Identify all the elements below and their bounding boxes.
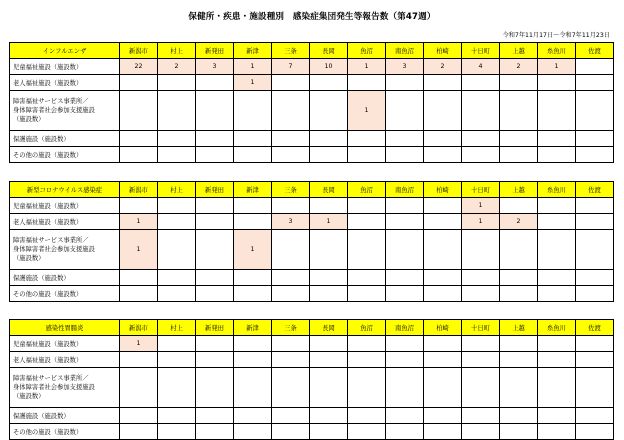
count-cell: [158, 424, 196, 440]
count-cell: [348, 230, 386, 270]
count-cell: [310, 424, 348, 440]
count-cell: [120, 75, 158, 91]
count-cell: [310, 147, 348, 163]
count-cell: 1: [120, 214, 158, 230]
count-cell: 3: [386, 59, 424, 75]
count-cell: [196, 286, 234, 302]
region-header: 村上: [158, 182, 196, 198]
region-header: 新発田: [196, 182, 234, 198]
count-cell: [234, 408, 272, 424]
count-cell: [196, 91, 234, 131]
count-cell: [158, 147, 196, 163]
count-cell: [576, 91, 614, 131]
count-cell: [576, 214, 614, 230]
count-cell: [234, 424, 272, 440]
count-cell: 2: [424, 59, 462, 75]
count-cell: [424, 147, 462, 163]
count-cell: [272, 198, 310, 214]
count-cell: 1: [234, 230, 272, 270]
count-cell: [576, 270, 614, 286]
count-cell: [424, 91, 462, 131]
count-cell: [500, 75, 538, 91]
count-cell: [424, 424, 462, 440]
region-header: 魚沼: [348, 182, 386, 198]
count-cell: [538, 91, 576, 131]
count-cell: [196, 270, 234, 286]
region-header: 柏崎: [424, 182, 462, 198]
region-header: 新津: [234, 43, 272, 59]
count-cell: [500, 147, 538, 163]
region-header: 村上: [158, 320, 196, 336]
count-cell: 1: [462, 198, 500, 214]
facility-label: 児童福祉施設（施設数）: [10, 59, 120, 75]
count-cell: 4: [462, 59, 500, 75]
facility-row: [10, 424, 614, 440]
count-cell: [538, 147, 576, 163]
count-cell: [196, 147, 234, 163]
region-header: 魚沼: [348, 320, 386, 336]
facility-row: [10, 286, 614, 302]
count-cell: [500, 352, 538, 368]
count-cell: [158, 131, 196, 147]
count-cell: [272, 270, 310, 286]
region-header: 村上: [158, 43, 196, 59]
count-cell: 3: [196, 59, 234, 75]
count-cell: [234, 147, 272, 163]
count-cell: [348, 131, 386, 147]
count-cell: [158, 408, 196, 424]
count-cell: 2: [158, 59, 196, 75]
count-cell: [310, 336, 348, 352]
count-cell: [234, 286, 272, 302]
region-header: 糸魚川: [538, 182, 576, 198]
facility-row: [10, 352, 614, 368]
facility-row: [10, 198, 614, 214]
count-cell: [196, 368, 234, 408]
count-cell: 1: [348, 91, 386, 131]
count-cell: [538, 198, 576, 214]
count-cell: [576, 147, 614, 163]
facility-row: [10, 75, 614, 91]
header-row: [10, 182, 614, 198]
count-cell: [500, 230, 538, 270]
count-cell: [158, 214, 196, 230]
count-cell: [500, 336, 538, 352]
region-header: 十日町: [462, 182, 500, 198]
count-cell: [348, 75, 386, 91]
count-cell: [424, 75, 462, 91]
facility-row: [10, 91, 614, 131]
count-cell: [272, 336, 310, 352]
count-cell: [196, 230, 234, 270]
count-cell: [386, 336, 424, 352]
count-cell: [234, 214, 272, 230]
disease-name: 新型コロナウイルス感染症: [10, 182, 120, 198]
region-header: 南魚沼: [386, 43, 424, 59]
count-cell: [462, 147, 500, 163]
count-cell: [272, 424, 310, 440]
count-cell: [500, 270, 538, 286]
disease-table: [9, 42, 614, 163]
region-header: 新津: [234, 320, 272, 336]
count-cell: 7: [272, 59, 310, 75]
count-cell: [576, 368, 614, 408]
count-cell: [538, 214, 576, 230]
count-cell: [386, 424, 424, 440]
count-cell: [120, 408, 158, 424]
count-cell: [386, 270, 424, 286]
count-cell: 10: [310, 59, 348, 75]
report-period: 令和7年11月17日～令和7年11月23日: [502, 32, 610, 39]
count-cell: [462, 286, 500, 302]
count-cell: [272, 147, 310, 163]
count-cell: 1: [120, 230, 158, 270]
count-cell: [310, 230, 348, 270]
count-cell: 2: [500, 59, 538, 75]
count-cell: [386, 214, 424, 230]
count-cell: [196, 75, 234, 91]
facility-label: 保護施設（施設数）: [10, 270, 120, 286]
count-cell: [386, 368, 424, 408]
count-cell: [576, 336, 614, 352]
region-header: 佐渡: [576, 43, 614, 59]
count-cell: [158, 368, 196, 408]
count-cell: [424, 408, 462, 424]
count-cell: [538, 352, 576, 368]
count-cell: [272, 230, 310, 270]
count-cell: [272, 75, 310, 91]
region-header: 長岡: [310, 43, 348, 59]
count-cell: [234, 91, 272, 131]
count-cell: [462, 91, 500, 131]
count-cell: [538, 230, 576, 270]
count-cell: [386, 75, 424, 91]
count-cell: [196, 198, 234, 214]
count-cell: [272, 286, 310, 302]
region-header: 南魚沼: [386, 320, 424, 336]
count-cell: [348, 147, 386, 163]
count-cell: [158, 91, 196, 131]
region-header: 魚沼: [348, 43, 386, 59]
count-cell: [158, 75, 196, 91]
facility-row: [10, 59, 614, 75]
facility-label: 児童福祉施設（施設数）: [10, 336, 120, 352]
region-header: 三条: [272, 43, 310, 59]
facility-label: その他の施設（施設数）: [10, 147, 120, 163]
count-cell: [120, 368, 158, 408]
facility-label: 児童福祉施設（施設数）: [10, 198, 120, 214]
facility-label: 障害福祉サービス事業所／ 身体障害者社会参加支援施設 （施設数）: [10, 368, 120, 408]
count-cell: 1: [538, 59, 576, 75]
region-header: 三条: [272, 320, 310, 336]
facility-label: 老人福祉施設（施設数）: [10, 75, 120, 91]
count-cell: 2: [500, 214, 538, 230]
count-cell: [424, 270, 462, 286]
facility-label: その他の施設（施設数）: [10, 286, 120, 302]
count-cell: [120, 352, 158, 368]
count-cell: [424, 352, 462, 368]
region-header: 佐渡: [576, 182, 614, 198]
count-cell: [424, 286, 462, 302]
header-row: [10, 320, 614, 336]
facility-label: その他の施設（施設数）: [10, 424, 120, 440]
count-cell: [196, 424, 234, 440]
count-cell: [500, 424, 538, 440]
count-cell: [310, 131, 348, 147]
count-cell: [348, 368, 386, 408]
region-header: 新潟市: [120, 43, 158, 59]
count-cell: [120, 424, 158, 440]
count-cell: 1: [462, 214, 500, 230]
region-header: 糸魚川: [538, 43, 576, 59]
count-cell: [576, 286, 614, 302]
facility-row: [10, 214, 614, 230]
count-cell: [386, 286, 424, 302]
count-cell: [310, 286, 348, 302]
region-header: 新津: [234, 182, 272, 198]
count-cell: [386, 147, 424, 163]
count-cell: [234, 198, 272, 214]
count-cell: [386, 198, 424, 214]
count-cell: [538, 75, 576, 91]
count-cell: [538, 408, 576, 424]
count-cell: [576, 59, 614, 75]
report-title: 保健所・疾患・施設種別 感染症集団発生等報告数（第47週）: [188, 12, 436, 22]
region-header: 上越: [500, 320, 538, 336]
count-cell: [272, 408, 310, 424]
count-cell: [462, 230, 500, 270]
count-cell: [576, 230, 614, 270]
count-cell: [386, 91, 424, 131]
count-cell: [348, 424, 386, 440]
facility-row: [10, 230, 614, 270]
count-cell: [500, 198, 538, 214]
disease-name: インフルエンザ: [10, 43, 120, 59]
disease-table: [9, 181, 614, 302]
facility-label: 障害福祉サービス事業所／ 身体障害者社会参加支援施設 （施設数）: [10, 91, 120, 131]
count-cell: [424, 230, 462, 270]
count-cell: [120, 198, 158, 214]
count-cell: [120, 147, 158, 163]
count-cell: [272, 368, 310, 408]
region-header: 新潟市: [120, 320, 158, 336]
region-header: 新発田: [196, 320, 234, 336]
count-cell: [348, 270, 386, 286]
count-cell: [272, 352, 310, 368]
region-header: 十日町: [462, 43, 500, 59]
count-cell: [576, 424, 614, 440]
region-header: 柏崎: [424, 320, 462, 336]
region-header: 上越: [500, 43, 538, 59]
count-cell: [310, 408, 348, 424]
facility-label: 障害福祉サービス事業所／ 身体障害者社会参加支援施設 （施設数）: [10, 230, 120, 270]
count-cell: [576, 75, 614, 91]
count-cell: [386, 230, 424, 270]
disease-name: 感染性胃腸炎: [10, 320, 120, 336]
count-cell: 1: [234, 59, 272, 75]
region-header: 新発田: [196, 43, 234, 59]
facility-row: [10, 336, 614, 352]
count-cell: [158, 230, 196, 270]
region-header: 上越: [500, 182, 538, 198]
count-cell: [576, 352, 614, 368]
count-cell: [500, 91, 538, 131]
count-cell: [272, 91, 310, 131]
count-cell: [538, 286, 576, 302]
count-cell: [348, 286, 386, 302]
region-header: 長岡: [310, 320, 348, 336]
count-cell: [310, 198, 348, 214]
facility-label: 老人福祉施設（施設数）: [10, 214, 120, 230]
count-cell: 1: [348, 59, 386, 75]
count-cell: [500, 408, 538, 424]
count-cell: [348, 408, 386, 424]
count-cell: [462, 408, 500, 424]
count-cell: [196, 214, 234, 230]
count-cell: [158, 336, 196, 352]
region-header: 長岡: [310, 182, 348, 198]
count-cell: [234, 336, 272, 352]
facility-row: [10, 270, 614, 286]
count-cell: [272, 131, 310, 147]
count-cell: [500, 286, 538, 302]
count-cell: [424, 214, 462, 230]
count-cell: [120, 270, 158, 286]
count-cell: [538, 131, 576, 147]
header-row: [10, 43, 614, 59]
region-header: 糸魚川: [538, 320, 576, 336]
count-cell: [386, 408, 424, 424]
count-cell: [158, 352, 196, 368]
count-cell: [234, 270, 272, 286]
facility-row: [10, 408, 614, 424]
count-cell: [538, 424, 576, 440]
count-cell: [348, 336, 386, 352]
count-cell: [576, 408, 614, 424]
count-cell: [538, 336, 576, 352]
count-cell: [424, 336, 462, 352]
count-cell: [462, 270, 500, 286]
disease-table: [9, 319, 614, 440]
count-cell: [310, 368, 348, 408]
count-cell: 1: [234, 75, 272, 91]
count-cell: [500, 131, 538, 147]
count-cell: [310, 270, 348, 286]
count-cell: [462, 424, 500, 440]
count-cell: 22: [120, 59, 158, 75]
count-cell: [462, 352, 500, 368]
count-cell: [310, 91, 348, 131]
count-cell: [462, 131, 500, 147]
count-cell: [462, 368, 500, 408]
count-cell: [120, 91, 158, 131]
count-cell: [348, 352, 386, 368]
count-cell: [196, 131, 234, 147]
facility-row: [10, 147, 614, 163]
count-cell: [196, 352, 234, 368]
count-cell: [310, 75, 348, 91]
count-cell: [234, 131, 272, 147]
count-cell: [424, 198, 462, 214]
count-cell: [424, 368, 462, 408]
facility-row: [10, 368, 614, 408]
facility-label: 保護施設（施設数）: [10, 131, 120, 147]
count-cell: 1: [120, 336, 158, 352]
count-cell: [158, 270, 196, 286]
count-cell: [576, 131, 614, 147]
facility-row: [10, 131, 614, 147]
region-header: 柏崎: [424, 43, 462, 59]
count-cell: [348, 198, 386, 214]
region-header: 佐渡: [576, 320, 614, 336]
count-cell: [348, 214, 386, 230]
count-cell: [196, 408, 234, 424]
count-cell: [234, 352, 272, 368]
region-header: 南魚沼: [386, 182, 424, 198]
count-cell: [234, 368, 272, 408]
count-cell: [120, 286, 158, 302]
count-cell: [386, 352, 424, 368]
count-cell: [424, 131, 462, 147]
count-cell: [158, 286, 196, 302]
count-cell: [462, 75, 500, 91]
count-cell: [386, 131, 424, 147]
count-cell: [576, 198, 614, 214]
facility-label: 保護施設（施設数）: [10, 408, 120, 424]
count-cell: [500, 368, 538, 408]
count-cell: [158, 198, 196, 214]
count-cell: [310, 352, 348, 368]
count-cell: [462, 336, 500, 352]
count-cell: [196, 336, 234, 352]
region-header: 新潟市: [120, 182, 158, 198]
region-header: 三条: [272, 182, 310, 198]
region-header: 十日町: [462, 320, 500, 336]
count-cell: 1: [310, 214, 348, 230]
facility-label: 老人福祉施設（施設数）: [10, 352, 120, 368]
count-cell: [538, 368, 576, 408]
count-cell: 3: [272, 214, 310, 230]
count-cell: [538, 270, 576, 286]
count-cell: [120, 131, 158, 147]
